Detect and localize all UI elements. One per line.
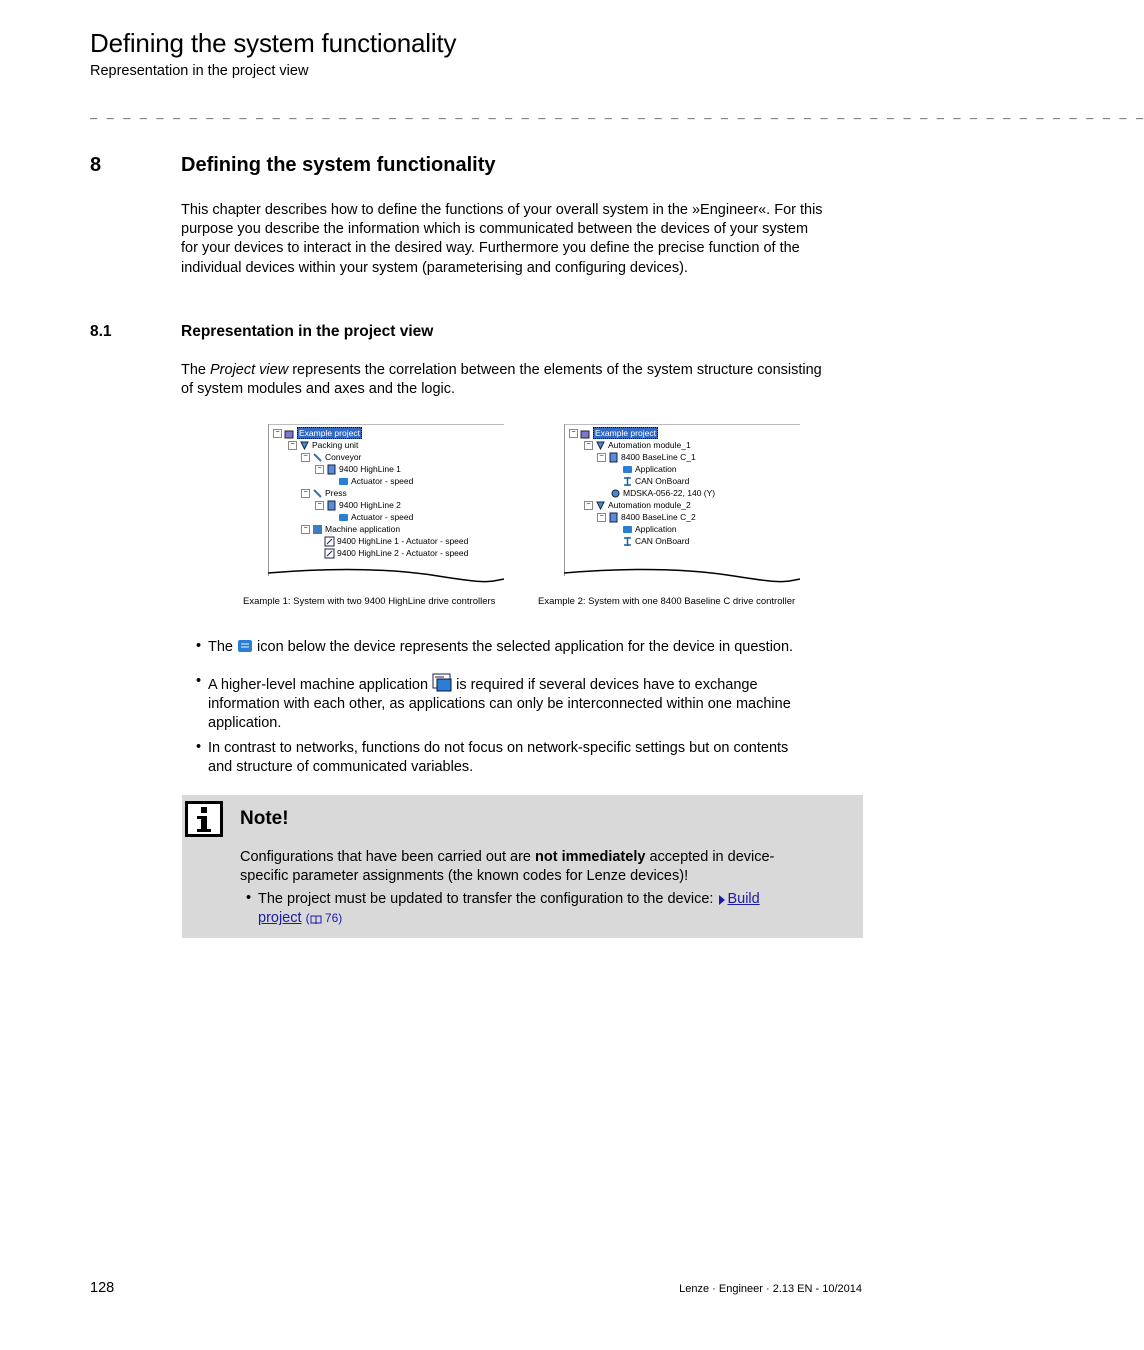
figure-caption-example-1: Example 1: System with two 9400 HighLine drive controllers [243,596,496,607]
tree-label: Example project [595,428,656,438]
tree-node [325,547,468,559]
bullet-marker: • [196,638,202,654]
tree-node: − Automation module_2 [584,499,691,511]
tree-label: 9400 HighLine 1 - Actuator - speed [337,536,469,546]
tree-node [325,535,468,547]
project-icon [285,429,294,438]
note-line: specific parameter assignments (the known codes for Lenze devices)! [240,868,689,885]
device-icon [609,513,618,522]
tree-label: Press [325,488,347,498]
device-icon [327,465,336,474]
note-line [240,848,840,867]
page-reference[interactable]: ( 76) [305,911,343,926]
header-separator: _ _ _ _ _ _ _ _ _ _ _ _ _ _ _ _ _ _ _ _ _ _ _ _ _ _ _ _ _ _ _ _ _ _ _ _ _ _ _ _ _ _ _ _ _ _ _ _ _ _ _ _ _ _ _ _ _ _ _ _ _ _ _ _ [90,108,1144,122]
torn-edge [564,564,800,590]
tree-node [611,487,715,499]
project-icon [581,429,590,438]
bullet-item-2 [208,673,863,734]
running-header-subtitle: Representation in the project view [90,63,309,79]
bullet-marker: • [246,890,252,906]
info-icon [185,801,223,837]
tree-label: Example project [299,428,360,438]
machine-application-icon [432,673,452,692]
axis-icon [313,453,322,462]
build-project-link-continued[interactable]: project [258,910,302,927]
tree-node: − Packing unit [288,439,358,451]
para-text: The [181,362,211,378]
para-line: of system modules and axes and the logic. [181,381,456,398]
page-number: 128 [90,1280,115,1296]
machine-application-icon [313,525,322,534]
tree-label: 8400 BaseLine C_2 [621,512,696,522]
tree-node: − 9400 HighLine 1 [315,463,401,475]
tree-label: 9400 HighLine 2 - Actuator - speed [337,548,469,558]
tree-label: 9400 HighLine 1 [339,464,401,474]
tree-label: CAN OnBoard [635,476,690,486]
tree-node [623,523,677,535]
bullet-line [208,673,863,695]
note-text-part: accepted in device- [645,849,775,865]
note-bullet-line [258,890,838,909]
bullet-text: is required if several devices have to exchange [452,677,758,693]
subsection-paragraph [181,361,863,399]
tree-label: 9400 HighLine 2 [339,500,401,510]
application-icon [237,638,253,654]
device-icon [609,453,618,462]
device-icon [327,501,336,510]
tree-label: Application [635,464,677,474]
tree-node [339,475,413,487]
application-icon [339,477,348,486]
can-bus-icon [623,537,632,546]
tree-node: − Automation module_1 [584,439,691,451]
tree-node [623,463,677,475]
running-header-title: Defining the system functionality [90,28,457,58]
tree-label: Packing unit [312,440,359,450]
tree-label: Machine application [325,524,401,534]
tree-node: − 8400 BaseLine C_1 [597,451,696,463]
bullet-marker: • [196,673,202,689]
para-line [181,361,863,380]
book-icon [310,915,322,925]
tree-label: Actuator - speed [351,512,414,522]
project-view-screenshot-example-1 [268,424,504,590]
tree-label: CAN OnBoard [635,536,690,546]
can-bus-icon [623,477,632,486]
intro-line: purpose you describe the information which is communicated between the devices of your system [181,221,809,238]
subsection-number: 8.1 [90,323,112,340]
tree-label: Application [635,524,677,534]
torn-edge [268,564,504,590]
note-text-part: Configurations that have been carried out are [240,849,536,865]
tree-node: − Conveyor [301,451,361,463]
bullet-marker: • [196,739,202,755]
tree-label: MDSKA-056-22, 140 (Y) [623,488,716,498]
system-module-icon [596,441,605,450]
application-icon [623,465,632,474]
bullet-text: The [208,639,238,655]
page-reference-number: 76 [324,911,339,926]
subsection-title: Representation in the project view [181,323,434,340]
tree-node: − Example project [569,427,658,439]
section-number: 8 [90,154,102,176]
figure-caption-example-2: Example 2: System with one 8400 Baseline C drive controller [538,596,796,607]
note-title: Note! [240,808,289,829]
note-emphasis: not immediately [535,849,646,865]
tree-node: − 8400 BaseLine C_2 [597,511,696,523]
build-project-link[interactable]: Build [727,891,760,907]
motor-icon [611,489,620,498]
note-bullet-text: The project must be updated to transfer the configuration to the device: [258,891,718,907]
connection-icon [325,549,334,558]
note-text [240,848,840,886]
link-arrow-icon [717,894,727,906]
tree-label: Automation module_2 [608,500,691,510]
system-module-icon [596,501,605,510]
tree-node: − Press [301,487,347,499]
bullet-line: and structure of communicated variables. [208,759,474,776]
tree-node: − 9400 HighLine 2 [315,499,401,511]
axis-icon [313,489,322,498]
footer-product-info: Lenze · Engineer · 2.13 EN - 10/2014 [679,1283,862,1295]
tree-label: Conveyor [325,452,362,462]
note-bullet-line [258,909,838,928]
application-icon [623,525,632,534]
tree-label: Actuator - speed [351,476,414,486]
bullet-line: application. [208,715,282,732]
note-bullet-item [258,890,838,928]
tree-node: − Machine application [301,523,400,535]
tree-label: 8400 BaseLine C_1 [621,452,696,462]
tree-node [623,535,689,547]
bullet-line: In contrast to networks, functions do not focus on network-specific settings but on contents [208,740,789,756]
project-view-screenshot-example-2 [564,424,800,590]
bullet-text: A higher-level machine application [208,677,433,693]
application-icon [339,513,348,522]
project-view-term: Project view [210,362,289,378]
system-module-icon [300,441,309,450]
intro-line: This chapter describes how to define the functions of your overall system in the »Engineer«. For this [181,202,823,218]
para-text: represents the correlation between the elements of the system structure consisting [288,362,822,378]
tree-node: − Example project [273,427,362,439]
intro-line: individual devices within your system (parameterising and configuring devices). [181,259,688,276]
bullet-text: icon below the device represents the selected application for the device in question. [253,639,794,655]
connection-icon [325,537,334,546]
intro-paragraph [181,201,863,278]
tree-node [623,475,689,487]
tree-node [339,511,413,523]
bullet-item-3 [208,739,863,777]
intro-line: for your devices to interact in the desired way. Furthermore you define the precise function of the [181,240,800,257]
bullet-line: information with each other, as applications can only be interconnected within one machine [208,696,791,713]
bullet-item-1 [208,638,863,657]
section-title: Defining the system functionality [181,154,496,176]
tree-label: Automation module_1 [608,440,691,450]
